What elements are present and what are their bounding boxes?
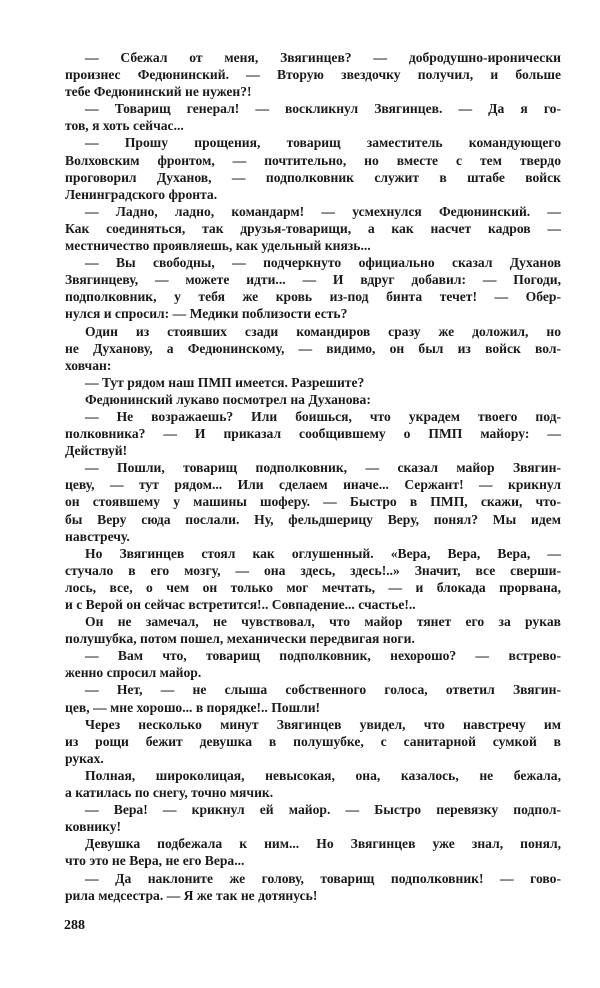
text-line: полковника? — И приказал сообщившему о ПМП майору: — (65, 426, 561, 442)
text-line: женно спросил майор. (65, 665, 202, 681)
text-line: навстречу. (65, 528, 130, 544)
text-line: тебе Федюнинский не нужен?! (65, 84, 252, 100)
text-line: лось, все, о чем он только мог мечтать, — и блокада прорвана, (65, 579, 561, 595)
text-line: Один из стоявших сзади командиров сразу же доложил, но (85, 323, 561, 339)
text-line: тов, я хоть сейчас... (65, 118, 184, 134)
text-line: он стоявшему у машины шоферу. — Быстро в ПМП, скажи, что- (65, 494, 561, 510)
text-line: Федюнинский лукаво посмотрел на Духанова: (85, 391, 371, 407)
text-line: ховчан: (65, 357, 112, 373)
text-line: проговорил Духанов, — подполковник служит в штабе войск (65, 169, 561, 185)
text-line: Но Звягинцев стоял как оглушенный. «Вера, Вера, Вера, — (85, 545, 561, 561)
text-line: что это не Вера, не его Вера... (65, 853, 245, 869)
text-line: — Не возражаешь? Или боишься, что украдем твоего под- (85, 408, 561, 424)
text-line: — Вам что, товарищ подполковник, нехорошо? — встрево- (85, 648, 561, 664)
text-line: Ленинградского фронта. (65, 186, 218, 202)
book-page-text (65, 49, 561, 904)
text-line: местничество проявляешь, как удельный князь... (65, 238, 371, 254)
text-line: — Вы свободны, — подчеркнуто официально сказал Духанов (85, 255, 561, 271)
text-line: — Прошу прощения, товарищ заместитель командующего (85, 135, 561, 151)
text-line: Девушка подбежала к ним... Но Звягинцев уже знал, понял, (85, 836, 561, 852)
text-line: цеву, — тут рядом... Или сделаем иначе... Сержант! — крикнул (65, 477, 561, 493)
text-line: не Духанову, а Федюнинскому, — видимо, он был из войск вол- (65, 340, 561, 356)
text-line: — Сбежал от меня, Звягинцев? — добродушно-иронически (85, 50, 561, 65)
text-line: рила медсестра. — Я же так не дотянусь! (65, 887, 318, 903)
text-line: Волховским фронтом, — почтительно, но вместе с тем твердо (65, 152, 561, 168)
text-line: нулся и спросил: — Медики поблизости есть? (65, 306, 348, 322)
text-line: — Вера! — крикнул ей майор. — Быстро перевязку подпол- (85, 802, 561, 818)
text-line: — Тут рядом наш ПМП имеется. Разрешите? (85, 374, 365, 390)
text-line: Звягинцеву, — можете идти... — И вдруг добавил: — Погоди, (65, 272, 561, 288)
text-line: — Ладно, ладно, командарм! — усмехнулся Федюнинский. — (85, 203, 561, 219)
text-line: полушубка, потом пошел, механически передвигая ноги. (65, 631, 415, 647)
page-number: 288 (64, 918, 85, 933)
text-line: Действуй! (65, 443, 128, 459)
text-line: цев, — мне хорошо... в порядке!.. Пошли! (65, 699, 321, 715)
text-line: подполковник, у тебя же кровь из-под бинта течет! — Обер- (65, 289, 561, 305)
text-line: Через несколько минут Звягинцев увидел, что навстречу им (85, 716, 561, 732)
text-line: — Да наклоните же голову, товарищ подполковник! — гово- (85, 870, 561, 886)
text-line: — Пошли, товарищ подполковник, — сказал майор Звягин- (85, 460, 561, 476)
text-line: и с Верой он сейчас встретится!.. Совпадение... счастье!.. (65, 597, 416, 612)
text-line: стучало в его мозгу, — она здесь, здесь!..» Значит, все сверши- (65, 562, 561, 578)
text-line: — Нет, — не слыша собственного голоса, ответил Звягин- (85, 682, 561, 698)
text-line: Полная, широколицая, невысокая, она, казалось, не бежала, (85, 767, 561, 783)
text-line: а катилась по снегу, точно мячик. (65, 785, 274, 801)
text-line: руках. (65, 750, 104, 766)
text-line: из рощи бежит девушка в полушубке, с санитарной сумкой в (65, 733, 561, 749)
text-line: Он не замечал, не чувствовал, что майор тянет его за рукав (85, 614, 561, 630)
text-line: Как соединяться, так друзья-товарищи, а как насчет кадров — (65, 220, 561, 236)
text-line: ковнику! (65, 819, 122, 835)
text-line: бы Веру сюда послали. Ну, фельдшерицу Веру, понял? Мы идем (65, 511, 561, 527)
text-line: — Товарищ генерал! — воскликнул Звягинцев. — Да я го- (85, 101, 561, 117)
text-line: произнес Федюнинский. — Вторую звездочку получил, и больше (65, 67, 561, 83)
